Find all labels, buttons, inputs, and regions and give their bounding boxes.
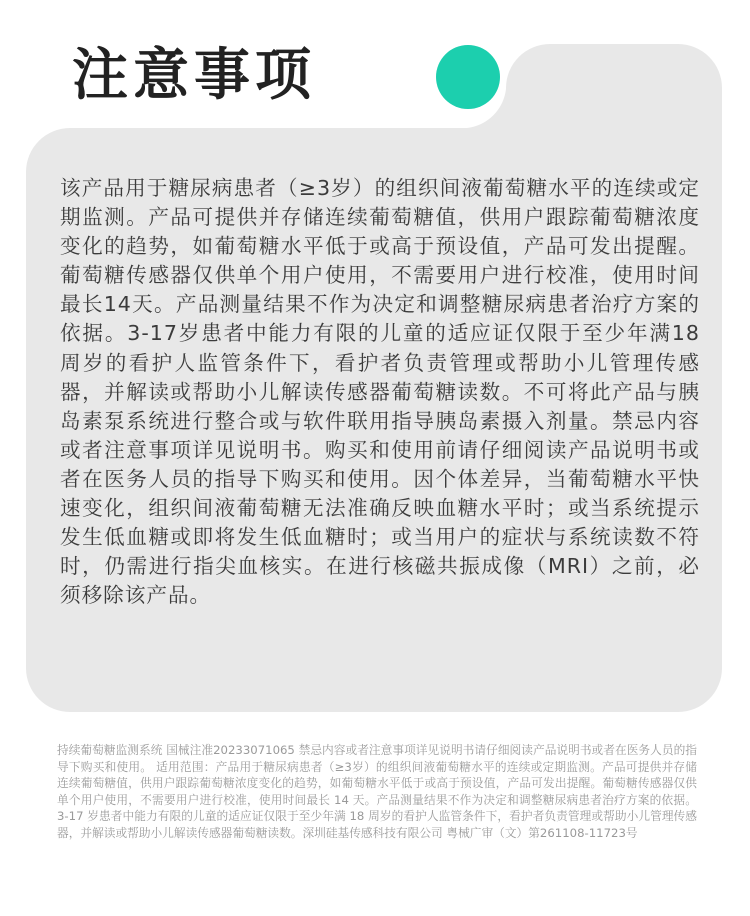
page-title: 注意事项 [72, 43, 316, 108]
notice-body-text: 该产品用于糖尿病患者（≥3岁）的组织间液葡萄糖水平的连续或定期监测。产品可提供并存储连续葡萄糖值，供用户跟踪葡萄糖浓度变化的趋势，如葡萄糖水平低于或高于预设值，产品可发出提醒。葡萄糖传感器仅供单个用户使用，不需要用户进行校准，使用时间最长14天。产品测量结果不作为决定和调整糖尿病患者治疗方案的依据。3-17岁患者中能力有限的儿童的适应证仅限于至少年满18周岁的看护人监管条件下，看护者负责管理或帮助小儿管理传感器，并解读或帮助小儿解读传感器葡萄糖读数。不可将此产品与胰岛素泵系统进行整合或与软件联用指导胰岛素摄入剂量。禁忌内容或者注意事项详见说明书。购买和使用前请仔细阅读产品说明书或者在医务人员的指导下购买和使用。因个体差异，当葡萄糖水平快速变化，组织间液葡萄糖无法准确反映血糖水平时；或当系统提示发生低血糖或即将发生低血糖时；或当用户的症状与系统读数不符时，仍需进行指尖血核实。在进行核磁共振成像（MRI）之前，必须移除该产品。 [60, 176, 700, 608]
card-tab-curve [462, 84, 506, 128]
regulatory-footer-text: 持续葡萄糖监测系统 国械注准20233071065 禁忌内容或者注意事项详见说明书请仔细阅读产品说明书或者在医务人员的指导下购买和使用。 适用范围：产品用于糖尿病患者（≥3岁）的组织间液葡萄糖水平的连续或定期监测。产品可提供并存储连续葡萄糖值，供用户跟踪葡萄糖浓度变化的趋势，如葡萄糖水平低于或高于预设值，产品可发出提醒。葡萄糖传感器仅供单个用户使用，不需要用户进行校准，使用时间最长 14 天。产品测量结果不作为决定和调整糖尿病患者治疗方案的依据。 3-17 岁患者中能力有限的儿童的适应证仅限于至少年满 18 周岁的看护人监管条件下，看护者负责管理或帮助小儿管理传感器，并解读或帮助小儿解读传感器葡萄糖读数。深圳硅基传感科技有限公司 粤械广审（文）第261108-11723号 [57, 743, 697, 840]
